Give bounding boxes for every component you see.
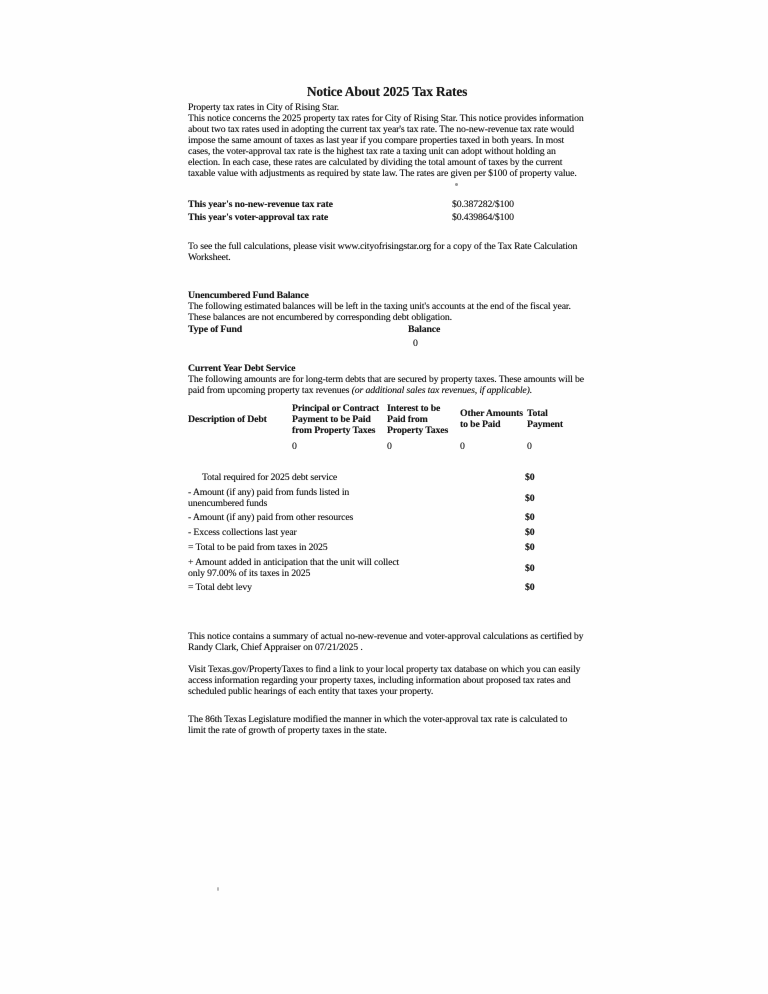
summary-row bbox=[188, 472, 586, 483]
debt-other-value: 0 bbox=[460, 441, 465, 452]
legislature-paragraph: The 86th Texas Legislature modified the manner in which the voter-approval tax rate is calculated to limit the rate of growth of property taxes in the state. bbox=[188, 714, 568, 736]
summary-value: $0 bbox=[525, 562, 535, 574]
debt-description-value bbox=[188, 441, 292, 452]
summary-value: $0 bbox=[525, 512, 535, 523]
summary-label: - Excess collections last year bbox=[188, 527, 297, 538]
certification-paragraph: This notice contains a summary of actual no-new-revenue and voter-approval calculations as certified by Randy Clark, Chief Appraiser on 07/21/2025 . bbox=[188, 631, 584, 653]
summary-row bbox=[188, 582, 586, 593]
section-description: The following amounts are for long-term debts that are secured by property taxes. These amounts will be paid from upcoming property tax revenues (or additional sales tax revenues, if applicable). bbox=[188, 374, 584, 396]
summary-value: $0 bbox=[525, 527, 535, 538]
balance-value: 0 bbox=[413, 338, 418, 349]
debt-interest-value: 0 bbox=[387, 441, 392, 452]
fund-table-row bbox=[188, 338, 586, 350]
rate-value: $0.439864/$100 bbox=[452, 212, 514, 223]
debt-table-row bbox=[188, 441, 586, 452]
intro-section bbox=[188, 102, 586, 179]
summary-label: + Amount added in anticipation that the unit will collect only 97.00% of its taxes in 2025 bbox=[188, 557, 400, 579]
intro-line: Property tax rates in City of Rising Star. bbox=[188, 102, 339, 113]
description-italic: (or additional sales tax revenues, if applicable). bbox=[351, 385, 533, 396]
debt-summary-section bbox=[188, 472, 586, 597]
rate-row-voter-approval bbox=[188, 212, 586, 223]
summary-value: $0 bbox=[525, 472, 535, 483]
fund-table-header bbox=[188, 324, 586, 336]
current-year-debt-service-section bbox=[188, 363, 586, 452]
column-header-other-amounts: Other Amounts to be Paid bbox=[460, 408, 523, 430]
rate-row-no-new-revenue bbox=[188, 199, 586, 210]
summary-row bbox=[188, 512, 586, 523]
summary-row bbox=[188, 487, 586, 509]
column-header-balance: Balance bbox=[408, 324, 441, 335]
rate-label: This year's voter-approval tax rate bbox=[188, 212, 329, 223]
summary-value: $0 bbox=[525, 542, 535, 553]
summary-label: - Amount (if any) paid from funds listed in unencumbered funds bbox=[188, 487, 350, 509]
section-heading: Current Year Debt Service bbox=[188, 363, 296, 374]
summary-value: $0 bbox=[525, 582, 535, 593]
property-tax-database-paragraph: Visit Texas.gov/PropertyTaxes to find a link to your local property tax database on which you can easily access information regarding your property taxes, including information about proposed tax rates and scheduled public hearings of each entity that taxes your property. bbox=[188, 664, 581, 697]
column-header-total-payment: Total Payment bbox=[527, 408, 563, 430]
rate-label: This year's no-new-revenue tax rate bbox=[188, 199, 333, 210]
tax-rates-section bbox=[188, 199, 586, 225]
column-header-principal: Principal or Contract Payment to be Paid from Property Taxes bbox=[292, 402, 380, 436]
summary-row bbox=[188, 542, 586, 553]
calculation-note: To see the full calculations, please visit www.cityofrisingstar.org for a copy of the Tax Rate Calculation Worksheet. bbox=[188, 241, 578, 263]
page-title: Notice About 2025 Tax Rates bbox=[306, 84, 468, 99]
summary-row bbox=[188, 557, 586, 579]
debt-table-header bbox=[188, 401, 586, 437]
summary-label: = Total to be paid from taxes in 2025 bbox=[188, 542, 328, 553]
summary-row bbox=[188, 527, 586, 538]
column-header-description-of-debt: Description of Debt bbox=[188, 413, 267, 425]
section-heading: Unencumbered Fund Balance bbox=[188, 290, 309, 301]
summary-label: Total required for 2025 debt service bbox=[202, 472, 338, 483]
section-description: The following estimated balances will be left in the taxing unit's accounts at the end of the fiscal year. These balances are not encumbered by corresponding debt obligation. bbox=[188, 301, 571, 323]
column-header-interest: Interest to be Paid from Property Taxes bbox=[387, 402, 449, 436]
summary-label: - Amount (if any) paid from other resources bbox=[188, 512, 354, 523]
scan-speck bbox=[217, 887, 219, 891]
intro-paragraph: This notice concerns the 2025 property tax rates for City of Rising Star. This notice provides information about two tax rates used in adopting the current tax year's tax rate. The no-new-revenue tax rate would impose the same amount of taxes as last year if you compare properties taxed in both years. In most cases, the voter-approval tax rate is the highest tax rate a taxing unit can adopt without holding an election. In each case, these rates are calculated by dividing the total amount of taxes by the current taxable value with adjustments as required by state law. The rates are given per $100 of property value. bbox=[188, 113, 584, 179]
debt-total-value: 0 bbox=[527, 441, 532, 452]
scan-speck bbox=[455, 183, 458, 186]
summary-label: = Total debt levy bbox=[188, 582, 252, 593]
unencumbered-fund-balance-section bbox=[188, 290, 586, 350]
rate-value: $0.387282/$100 bbox=[452, 199, 514, 210]
debt-principal-value: 0 bbox=[292, 441, 297, 452]
column-header-type-of-fund: Type of Fund bbox=[188, 324, 243, 335]
summary-value: $0 bbox=[525, 492, 535, 504]
